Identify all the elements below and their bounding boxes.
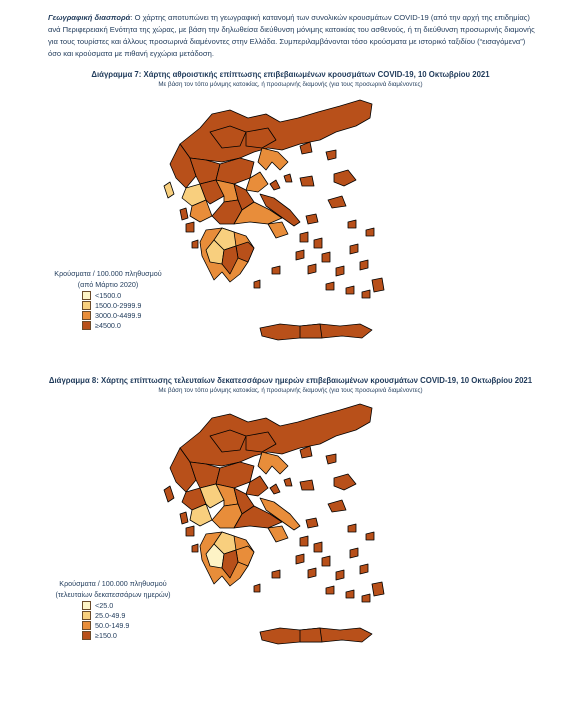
legend-label: ≥150.0 — [95, 630, 117, 640]
legend-swatch — [82, 601, 91, 610]
legend-label: 50.0-149.9 — [95, 620, 130, 630]
intro-text: : Ο χάρτης αποτυπώνει τη γεωγραφική κατανομή των συνολικών κρουσμάτων COVID-19 (από την αρχή της επιδημίας) ανά Περιφερειακή Ενότητα της χώρας, με βάση την δηλωθείσα διεύθυνση μόνιμης κατοικίας του ασθενούς, ή τη διεύθυνση προσωρινής διαμονής για τους τουρίστες και άλλους προσωρινά διαμένοντες στην Ελλάδα. Συμπεριλαμβάνονται τόσο κρούσματα με ιστορικό ταξιδίου (“εισαγόμενα”) όσο και κρούσματα με πιθανή εγχώρια μετάδοση. — [48, 13, 535, 58]
map2-legend-item — [82, 610, 178, 620]
map2-greece-map — [150, 396, 410, 658]
map2-legend-subtitle: (τελευταίων δεκατεσσάρων ημερών) — [55, 590, 171, 599]
map1-legend-title: Κρούσματα / 100.000 πληθυσμού — [54, 269, 162, 278]
intro-lead: Γεωγραφική διασπορά — [48, 13, 131, 22]
legend-label: 3000.0-4499.9 — [95, 310, 142, 320]
legend-label: ≥4500.0 — [95, 320, 121, 330]
map2-title: Διάγραμμα 8: Χάρτης επίπτωσης τελευταίων δεκατεσσάρων ημερών επιβεβαιωμένων κρουσμάτων COVID-19, 10 Οκτωβρίου 2021 — [48, 376, 533, 385]
map2-legend-item — [82, 630, 178, 640]
map1-legend-item — [82, 290, 168, 300]
legend-label: 1500.0-2999.9 — [95, 300, 142, 310]
intro-paragraph — [48, 12, 538, 60]
map1-subtitle: Με βάση τον τόπο μόνιμης κατοικίας, ή προσωρινής διαμονής (για τους προσωρινά διαμένοντες) — [158, 81, 423, 88]
map2-legend — [48, 578, 178, 640]
legend-swatch — [82, 291, 91, 300]
legend-label: <25.0 — [95, 600, 114, 610]
map2-legend-item — [82, 620, 178, 630]
map1-legend-item — [82, 310, 168, 320]
legend-swatch — [82, 611, 91, 620]
map2-legend-item — [82, 600, 178, 610]
legend-label: <1500.0 — [95, 290, 122, 300]
legend-label: 25.0-49.9 — [95, 610, 126, 620]
map2-subtitle: Με βάση τον τόπο μόνιμης κατοικίας, ή προσωρινής διαμονής (για τους προσωρινά διαμένοντες) — [158, 387, 423, 394]
map1-legend-item — [82, 300, 168, 310]
legend-swatch — [82, 301, 91, 310]
legend-swatch — [82, 621, 91, 630]
map1-legend-subtitle: (από Μάρτιο 2020) — [77, 280, 139, 289]
map1-title: Διάγραμμα 7: Χάρτης αθροιστικής επίπτωσης επιβεβαιωμένων κρουσμάτων COVID-19, 10 Οκτωβρίου 2021 — [91, 70, 490, 79]
legend-swatch — [82, 311, 91, 320]
legend-swatch — [82, 631, 91, 640]
map2-legend-title: Κρούσματα / 100.000 πληθυσμού — [59, 579, 167, 588]
map1-greece-map — [150, 92, 410, 354]
legend-swatch — [82, 321, 91, 330]
map1-legend-item — [82, 320, 168, 330]
map1-legend — [48, 268, 168, 330]
